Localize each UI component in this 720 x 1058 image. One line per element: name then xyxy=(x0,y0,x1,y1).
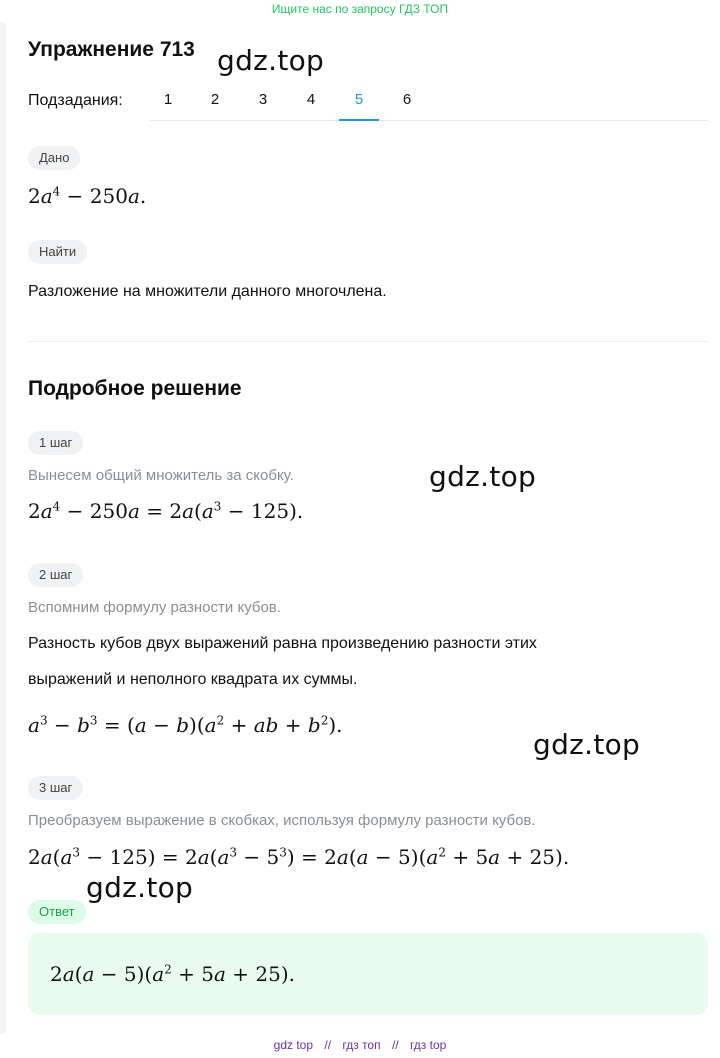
tab-subtask-2[interactable]: 2 xyxy=(210,91,220,108)
footer-separator: // xyxy=(324,1038,332,1052)
step-2-formula: $a^3 - b^3 = (a - b)(a^2$ + ab + $b^2$). xyxy=(28,713,343,737)
tab-subtask-1[interactable]: 1 xyxy=(163,91,173,108)
answer-chip: Ответ xyxy=(28,900,86,924)
find-chip: Найти xyxy=(28,240,87,264)
tab-subtask-5[interactable]: 5 xyxy=(339,80,379,121)
tab-subtask-3[interactable]: 3 xyxy=(258,91,268,108)
solution-title: Подробное решение xyxy=(28,377,242,400)
divider xyxy=(28,341,708,342)
step-3-chip: 3 шаг xyxy=(28,776,83,800)
subtasks-label: Подзадания: xyxy=(28,92,123,109)
step-3-hint: Преобразуем выражение в скобках, используя формулу разности кубов. xyxy=(28,812,536,829)
step-1-expression: $2a^4 - 250a = 2a(a^3 - 125)$. xyxy=(28,499,304,523)
step-2-hint: Вспомним формулу разности кубов. xyxy=(28,599,281,616)
page-title: Упражнение 713 xyxy=(28,38,195,61)
footer-link-gdz-top-mixed[interactable]: гдз top xyxy=(409,1038,447,1052)
watermark: gdz.top xyxy=(429,460,537,493)
subtask-tabs xyxy=(150,80,708,121)
footer-link-gdz-top[interactable]: gdz top xyxy=(273,1038,314,1052)
watermark: gdz.top xyxy=(217,44,325,77)
step-2-text-line-1: Разность кубов двух выражений равна произведению разности этих xyxy=(28,635,537,652)
given-chip: Дано xyxy=(28,146,80,170)
top-banner[interactable]: Ищите нас по запросу ГДЗ ТОП xyxy=(271,2,449,16)
footer-link-gdz-top-ru[interactable]: гдз топ xyxy=(342,1038,381,1052)
step-1-chip: 1 шаг xyxy=(28,431,83,455)
step-1-hint: Вынесем общий множитель за скобку. xyxy=(28,467,294,484)
answer-expression: $2a(a - 5)(a^2 + 5a + 25)$. xyxy=(50,962,296,986)
given-expression: $2a^4 - 250a$. xyxy=(28,184,147,208)
answer-box xyxy=(28,933,708,1015)
tab-subtask-4[interactable]: 4 xyxy=(306,91,316,108)
footer-links xyxy=(0,1038,720,1052)
tab-subtask-6[interactable]: 6 xyxy=(402,91,412,108)
watermark: gdz.top xyxy=(533,728,641,761)
step-2-text-line-2: выражений и неполного квадрата их суммы. xyxy=(28,671,358,688)
left-scroll-rail xyxy=(0,22,6,1034)
footer-separator: // xyxy=(391,1038,399,1052)
watermark: gdz.top xyxy=(86,871,194,904)
step-2-chip: 2 шаг xyxy=(28,563,83,587)
find-text: Разложение на множители данного многочлена. xyxy=(28,283,387,300)
step-3-expression: $2a(a^3 - 125) = 2a(a^3 - 5^3) = 2a(a - 5)(a^2 + 5a + 25)$. xyxy=(28,845,570,869)
